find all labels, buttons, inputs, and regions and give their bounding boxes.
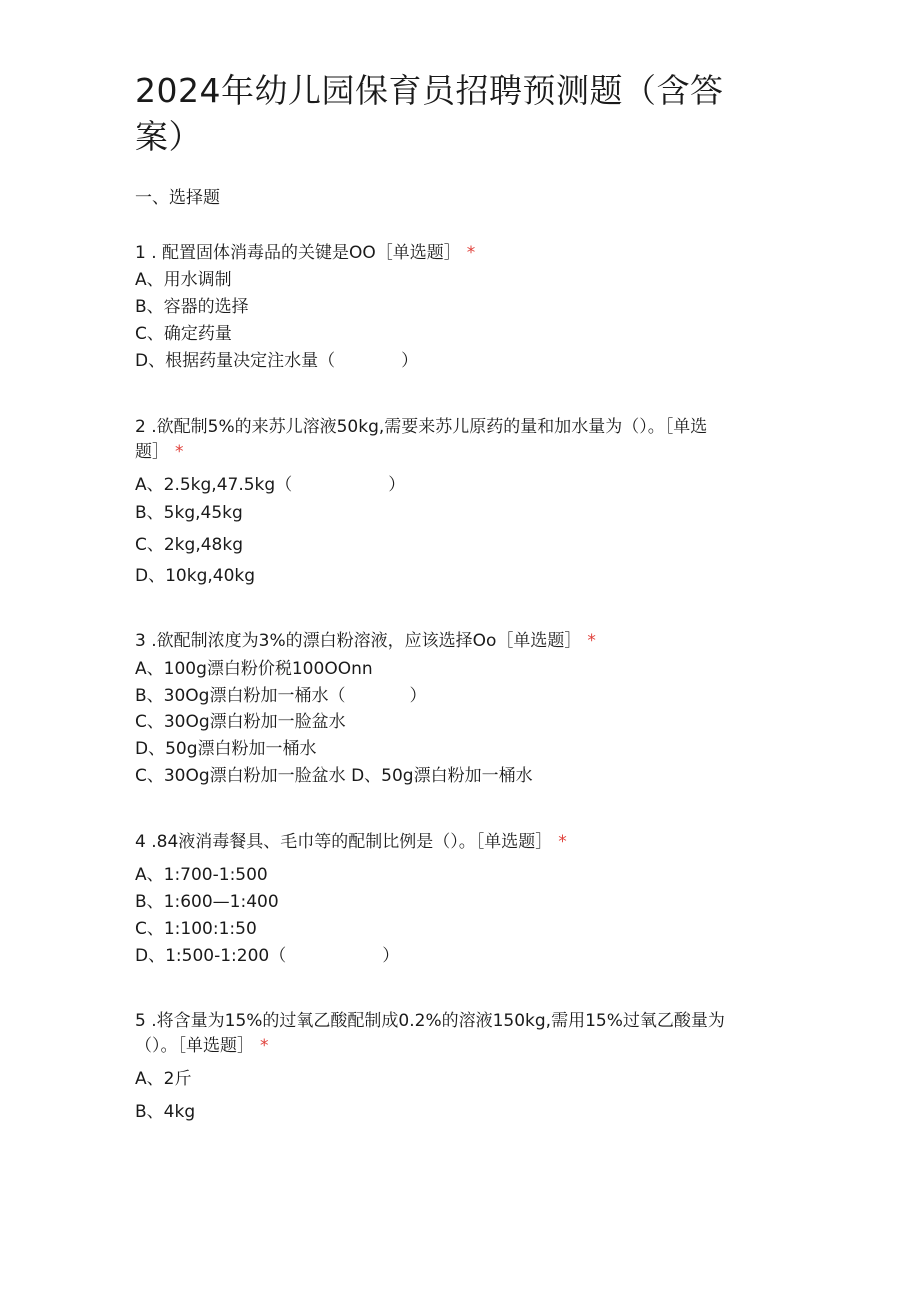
question-2-option-c: C、2kg,48kg	[135, 535, 243, 555]
required-star: *	[260, 1036, 269, 1056]
required-star: *	[466, 243, 476, 263]
question-1-option-a: A、用水调制	[135, 270, 232, 290]
question-5-stem-line-1: 5 .将含量为15%的过氧乙酸配制成0.2%的溶液150kg,需用15%过氧乙酸量为	[135, 1011, 725, 1031]
question-4-option-a: A、1:700-1:500	[135, 865, 268, 885]
question-4-option-b: B、1:600—1:400	[135, 892, 279, 912]
question-3-option-b: B、30Og漂白粉加一桶水（ ）	[135, 686, 427, 706]
question-5-option-a: A、2斤	[135, 1069, 192, 1089]
title-line-2: 案）	[135, 117, 202, 156]
question-2-option-a: A、2.5kg,47.5kg（ ）	[135, 475, 406, 495]
question-4-stem: 4 .84液消毒餐具、毛巾等的配制比例是（）。［单选题］ *	[135, 832, 567, 852]
title-line-1: 2024年幼儿园保育员招聘预测题（含答	[135, 71, 724, 110]
required-star: *	[558, 832, 567, 852]
question-2-stem-line-1: 2 .欲配制5%的来苏儿溶液50kg,需要来苏儿原药的量和加水量为（）。［单选	[135, 417, 708, 437]
required-star: *	[175, 442, 184, 462]
question-3-option-d: D、50g漂白粉加一桶水	[135, 739, 317, 759]
question-3-option-a: A、100g漂白粉价税100OOnn	[135, 659, 373, 679]
section-heading: 一、选择题	[135, 188, 220, 208]
question-2-stem-line-2: 题］ *	[135, 442, 184, 462]
question-1-stem: 1 . 配置固体消毒品的关键是OO［单选题］ *	[135, 243, 476, 263]
document-title	[135, 68, 755, 160]
question-1-option-c: C、确定药量	[135, 324, 232, 344]
question-3-stem: 3 .欲配制浓度为3%的漂白粉溶液，应该选择Oo［单选题］ *	[135, 631, 596, 651]
required-star: *	[587, 631, 596, 651]
question-5-stem-line-2: （）。［单选题］ *	[135, 1036, 269, 1056]
question-1-option-b: B、容器的选择	[135, 297, 249, 317]
question-3-option-c: C、30Og漂白粉加一脸盆水	[135, 712, 346, 732]
question-4-option-c: C、1:100:1:50	[135, 919, 257, 939]
question-2-option-d: D、10kg,40kg	[135, 566, 256, 586]
question-1-option-d: D、根据药量决定注水量（ ）	[135, 351, 419, 371]
question-4-option-d: D、1:500-1:200（ ）	[135, 946, 400, 966]
question-2-option-b: B、5kg,45kg	[135, 503, 243, 523]
question-3-option-combined: C、30Og漂白粉加一脸盆水 D、50g漂白粉加一桶水	[135, 766, 533, 786]
question-5-option-b: B、4kg	[135, 1102, 196, 1122]
